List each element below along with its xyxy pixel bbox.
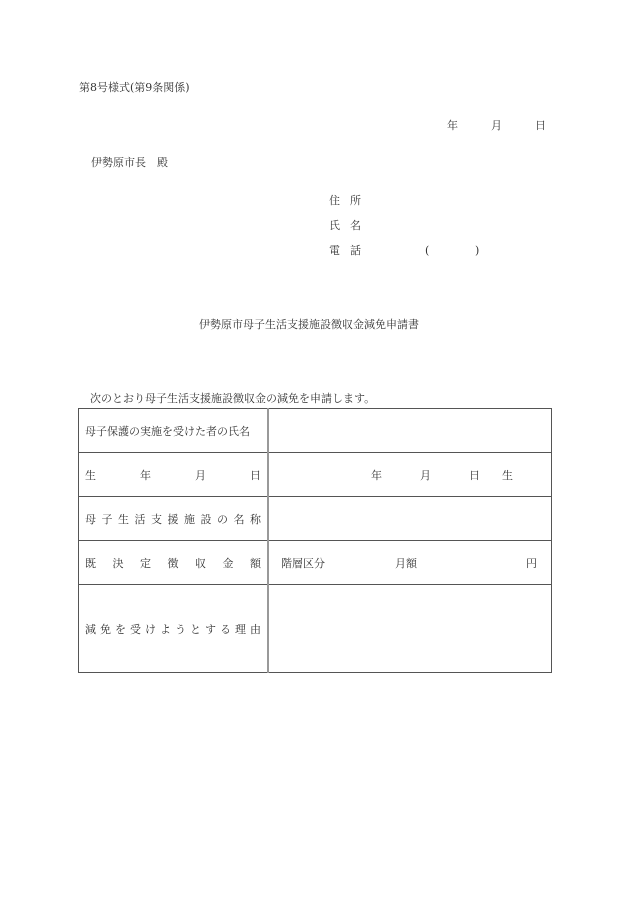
application-table	[78, 408, 552, 673]
name-label: 氏 名	[329, 219, 361, 232]
phone-paren-close: )	[475, 244, 480, 257]
label-facility-name: 母 子 生 活 支 援 施 設 の 名 称	[79, 497, 269, 541]
addressee: 伊勢原市長 殿	[91, 156, 168, 169]
form-number: 第8号様式(第9条関係)	[79, 81, 190, 94]
table-row	[79, 541, 552, 585]
monthly-label: 月額	[395, 556, 417, 570]
yen-label: 円	[526, 556, 537, 570]
intro-text: 次のとおり母子生活支援施設徴収金の減免を申請します。	[90, 392, 376, 405]
value-determined-fee[interactable]	[268, 541, 552, 585]
date-year: 年	[447, 119, 458, 132]
date-line	[447, 119, 546, 133]
date-month: 月	[491, 119, 502, 132]
value-birthdate[interactable]: 年 月 日 生	[268, 453, 552, 497]
value-recipient-name[interactable]	[268, 409, 552, 453]
value-facility-name[interactable]	[268, 497, 552, 541]
phone-paren-open: (	[425, 244, 430, 257]
label-recipient-name: 母子保護の実施を受けた者の氏名	[79, 409, 269, 453]
address-label: 住 所	[329, 194, 361, 207]
label-reduction-reason: 減 免 を 受 け よ う と す る 理 由	[79, 585, 269, 673]
document-title: 伊勢原市母子生活支援施設徴収金減免申請書	[199, 318, 419, 331]
label-determined-fee: 既 決 定 徴 収 金 額	[79, 541, 269, 585]
table-row	[79, 497, 552, 541]
label-birthdate: 生 年 月 日	[79, 453, 269, 497]
value-reduction-reason[interactable]	[268, 585, 552, 673]
table-row	[79, 453, 552, 497]
table-row	[79, 409, 552, 453]
phone-label: 電 話	[329, 244, 361, 257]
class-label: 階層区分	[281, 556, 325, 570]
date-day: 日	[535, 119, 546, 132]
table-row	[79, 585, 552, 673]
